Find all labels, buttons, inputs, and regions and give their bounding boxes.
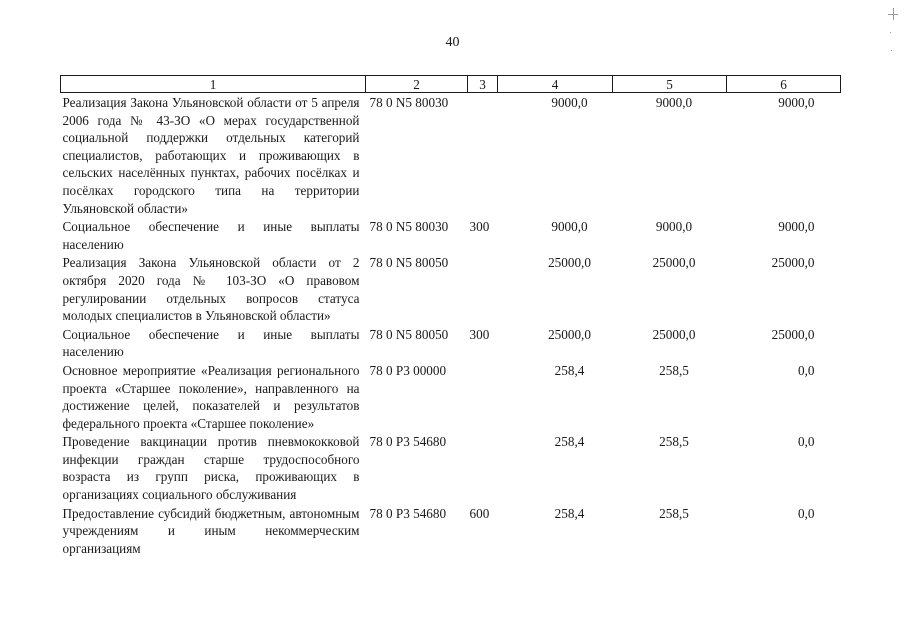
row-value-col6: 0,0 — [798, 505, 815, 521]
table-row — [61, 325, 841, 361]
row-value-col5: 258,5 — [659, 505, 689, 521]
row-name: Проведение вакцинации против пневмококковой инфекции граждан старше трудоспособного возраста из групп риска, проживающих в организациях социального обслуживания — [62, 434, 360, 503]
row-value-col6: 9000,0 — [778, 219, 815, 235]
row-name: Основное мероприятие «Реализация регионального проекта «Старшее поколение», направленного на достижение целей, показателей и результатов федерального проекта «Старшее поколение» — [62, 362, 360, 431]
scan-artifact — [890, 32, 891, 33]
row-expense-type: 600 — [469, 505, 490, 521]
row-value-col4: 258,4 — [554, 505, 585, 521]
header-col-2: 2 — [366, 76, 468, 93]
table-row — [61, 93, 841, 218]
table-header — [61, 76, 841, 93]
row-value-col5: 258,5 — [659, 362, 689, 378]
row-value-col6: 25000,0 — [771, 255, 815, 271]
row-target-code: 78 0 N5 80030 — [369, 95, 449, 110]
row-target-code: 78 0 N5 80030 — [369, 219, 449, 235]
header-col-5: 5 — [613, 76, 727, 93]
row-value-col4: 25000,0 — [548, 255, 591, 271]
table-row — [61, 432, 841, 503]
row-value-col4: 25000,0 — [548, 326, 591, 342]
budget-table — [60, 75, 841, 557]
row-target-code: 78 0 P3 54680 — [369, 434, 447, 450]
row-value-col5: 258,5 — [659, 434, 689, 450]
header-row — [61, 76, 841, 93]
row-value-col5: 9000,0 — [655, 219, 693, 235]
table-row — [61, 504, 841, 558]
row-value-col5: 25000,0 — [652, 326, 696, 342]
scan-artifact — [891, 50, 892, 51]
row-value-col4: 258,4 — [554, 434, 585, 450]
row-value-col6: 25000,0 — [771, 326, 815, 342]
header-col-6: 6 — [727, 76, 841, 93]
row-target-code: 78 0 N5 80050 — [369, 326, 449, 342]
row-target-code: 78 0 N5 80050 — [369, 255, 449, 271]
header-col-1: 1 — [61, 76, 366, 93]
row-expense-type — [468, 253, 498, 324]
row-name: Реализация Закона Ульяновской области от 5 апреля 2006 года № 43-ЗО «О мерах государственной социальной поддержки отдельных категорий специалистов, работающих и проживающих в сельских населённых пунктах, рабочих посёлках и посёлках городского типа на территории Ульяновской области» — [62, 95, 360, 216]
row-name: Реализация Закона Ульяновской области от 2 октября 2020 года № 103-ЗО «О правовом регулировании отдельных вопросов статуса молодых специалистов в Ульяновской области» — [62, 255, 360, 324]
row-value-col5: 25000,0 — [652, 255, 696, 271]
row-name: Социальное обеспечение и иные выплаты населению — [62, 219, 360, 252]
row-target-code: 78 0 P3 00000 — [369, 362, 447, 378]
row-value-col5: 9000,0 — [655, 95, 693, 110]
row-target-code: 78 0 P3 54680 — [369, 505, 447, 521]
row-value-col6: 0,0 — [798, 362, 815, 378]
table-row — [61, 217, 841, 253]
row-expense-type — [468, 361, 498, 432]
row-name: Социальное обеспечение и иные выплаты населению — [62, 326, 360, 360]
page-number: 40 — [445, 35, 460, 50]
table-body — [61, 93, 841, 558]
row-expense-type: 300 — [469, 219, 490, 235]
row-value-col4: 9000,0 — [551, 95, 588, 110]
header-col-4: 4 — [498, 76, 613, 93]
row-expense-type — [468, 432, 498, 503]
row-expense-type — [468, 93, 498, 218]
row-name: Предоставление субсидий бюджетным, автономным учреждениям и иным некоммерческим организациям — [62, 505, 360, 556]
scan-artifact — [888, 14, 898, 15]
header-col-3: 3 — [468, 76, 498, 93]
row-value-col6: 9000,0 — [778, 95, 815, 110]
table-row — [61, 253, 841, 324]
row-value-col6: 0,0 — [798, 434, 815, 450]
row-expense-type: 300 — [469, 326, 490, 342]
row-value-col4: 9000,0 — [551, 219, 588, 235]
table-row — [61, 361, 841, 432]
row-value-col4: 258,4 — [554, 362, 585, 378]
